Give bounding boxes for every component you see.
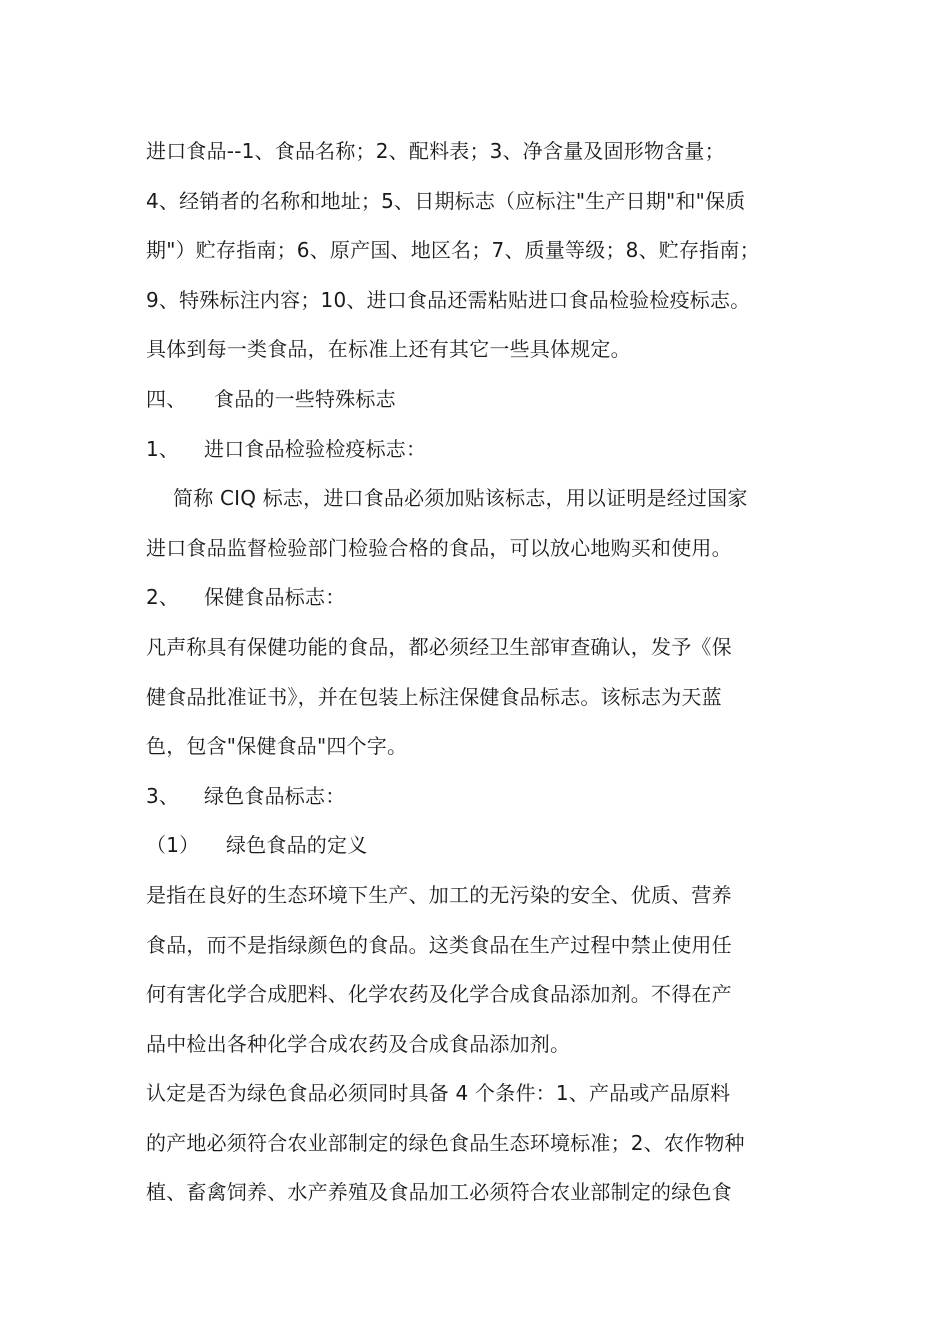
item-title: 保健食品标志： [204,585,346,610]
paragraph-line: 的产地必须符合农业部制定的绿色食品生态环境标准；2、农作物种 [146,1130,745,1155]
item-title: 进口食品检验检疫标志： [204,436,427,461]
section-number: 四、 [146,386,187,411]
subitem-number: （1） [146,833,200,858]
subitem-heading [146,821,826,871]
section-heading [146,375,826,425]
paragraph-line: 凡声称具有保健功能的食品，都必须经卫生部审查确认，发予《保 [146,634,732,659]
paragraph-line: 何有害化学合成肥料、化学农药及化学合成食品添加剂。不得在产 [146,982,732,1007]
paragraph-line: 简称 CIQ 标志，进口食品必须加贴该标志，用以证明是经过国家 [173,486,748,511]
paragraph-line: 进口食品监督检验部门检验合格的食品，可以放心地购买和使用。 [146,535,732,560]
paragraph-line: 植、畜禽饲养、水产养殖及食品加工必须符合农业部制定的绿色食 [146,1180,732,1205]
paragraph-line: 认定是否为绿色食品必须同时具备 4 个条件：1、产品或产品原料 [146,1081,731,1106]
paragraph-line: 进口食品--1、食品名称；2、配料表；3、净含量及固形物含量； [146,139,725,163]
paragraph-line: 9、特殊标注内容；10、进口食品还需粘贴进口食品检验检疫标志。 [146,287,751,312]
item-title: 绿色食品标志： [204,783,346,808]
section-title: 食品的一些特殊标志 [214,386,396,411]
item-number: 3、 [146,783,180,808]
paragraph-line: 品中检出各种化学合成农药及合成食品添加剂。 [146,1031,571,1056]
item-heading [146,425,826,475]
item-heading [146,573,826,623]
document-body [146,127,826,1218]
paragraph-line: 色，包含"保健食品"四个字。 [146,734,408,759]
paragraph-line: 4、经销者的名称和地址；5、日期标志（应标注"生产日期"和"保质 [146,188,746,213]
paragraph-line: 期"）贮存指南；6、原产国、地区名；7、质量等级；8、贮存指南； [146,238,760,263]
paragraph-line: 健食品批准证书》，并在包装上标注保健食品标志。该标志为天蓝 [146,684,722,709]
item-number: 2、 [146,585,180,610]
paragraph-line: 食品，而不是指绿颜色的食品。这类食品在生产过程中禁止使用任 [146,932,732,957]
paragraph-line: 是指在良好的生态环境下生产、加工的无污染的安全、优质、营养 [146,882,732,907]
item-number: 1、 [146,436,180,461]
item-heading [146,772,826,822]
subitem-title: 绿色食品的定义 [226,833,368,858]
paragraph-line: 具体到每一类食品，在标准上还有其它一些具体规定。 [146,337,631,362]
